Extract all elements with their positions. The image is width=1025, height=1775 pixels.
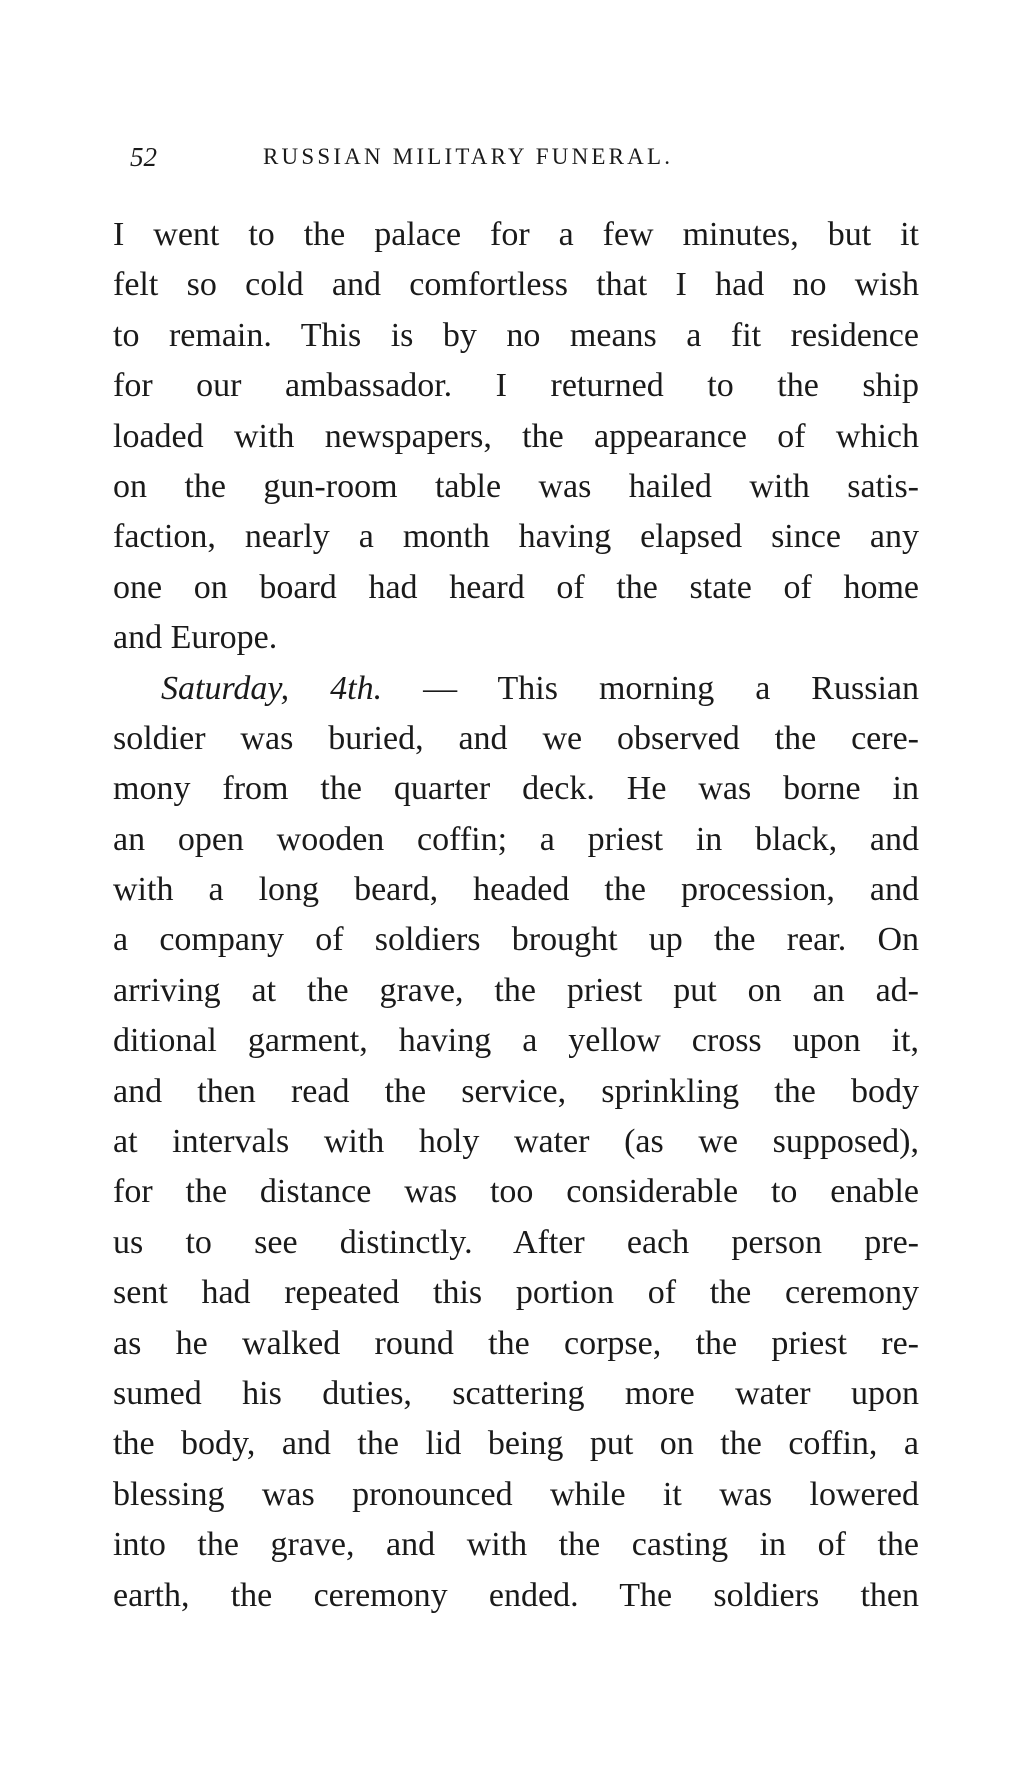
text-line: as he walked round the corpse, the priest re- <box>113 1324 919 1362</box>
text-line: at intervals with holy water (as we supposed), <box>113 1123 919 1161</box>
text-line: blessing was pronounced while it was lowered <box>113 1475 919 1513</box>
text-line: us to see distinctly. After each person pre- <box>113 1223 919 1261</box>
text-line: felt so cold and comfortless that I had no wish <box>113 266 919 304</box>
body-text <box>113 210 919 1621</box>
text-line: into the grave, and with the casting in of the <box>113 1526 919 1564</box>
text-line: sent had repeated this portion of the ceremony <box>113 1274 919 1312</box>
text-line: faction, nearly a month having elapsed since any <box>113 518 919 556</box>
text-line: a company of soldiers brought up the rear. On <box>113 921 919 959</box>
text-line: arriving at the grave, the priest put on an ad- <box>113 971 919 1009</box>
running-title: RUSSIAN MILITARY FUNERAL. <box>263 144 674 169</box>
text-run: — This morning a Russian <box>382 669 919 707</box>
paragraph-first-line <box>113 664 919 714</box>
running-head <box>118 142 918 182</box>
text-line: an open wooden coffin; a priest in black, and <box>113 820 919 858</box>
text-line: the body, and the lid being put on the coffin, a <box>113 1425 919 1463</box>
text-line: soldier was buried, and we observed the cere- <box>113 719 919 757</box>
text-line: for the distance was too considerable to enable <box>113 1173 919 1211</box>
text-line: and then read the service, sprinkling the body <box>113 1072 919 1110</box>
text-line: I went to the palace for a few minutes, but it <box>113 216 919 253</box>
text-line: for our ambassador. I returned to the ship <box>113 367 919 405</box>
text-line: ditional garment, having a yellow cross upon it, <box>113 1022 919 1060</box>
text-line: earth, the ceremony ended. The soldiers then <box>113 1576 919 1614</box>
text-line: and Europe. <box>113 619 278 657</box>
text-line: one on board had heard of the state of home <box>113 568 919 606</box>
date-label: Saturday, 4th. <box>161 669 383 707</box>
text-line: loaded with newspapers, the appearance of which <box>113 417 919 455</box>
text-line: to remain. This is by no means a fit residence <box>113 316 919 354</box>
text-line: mony from the quarter deck. He was borne in <box>113 770 919 808</box>
text-line: with a long beard, headed the procession, and <box>113 871 919 909</box>
text-line: sumed his duties, scattering more water upon <box>113 1374 919 1412</box>
page-number: 52 <box>130 142 157 172</box>
text-line: on the gun-room table was hailed with satis- <box>113 467 919 505</box>
